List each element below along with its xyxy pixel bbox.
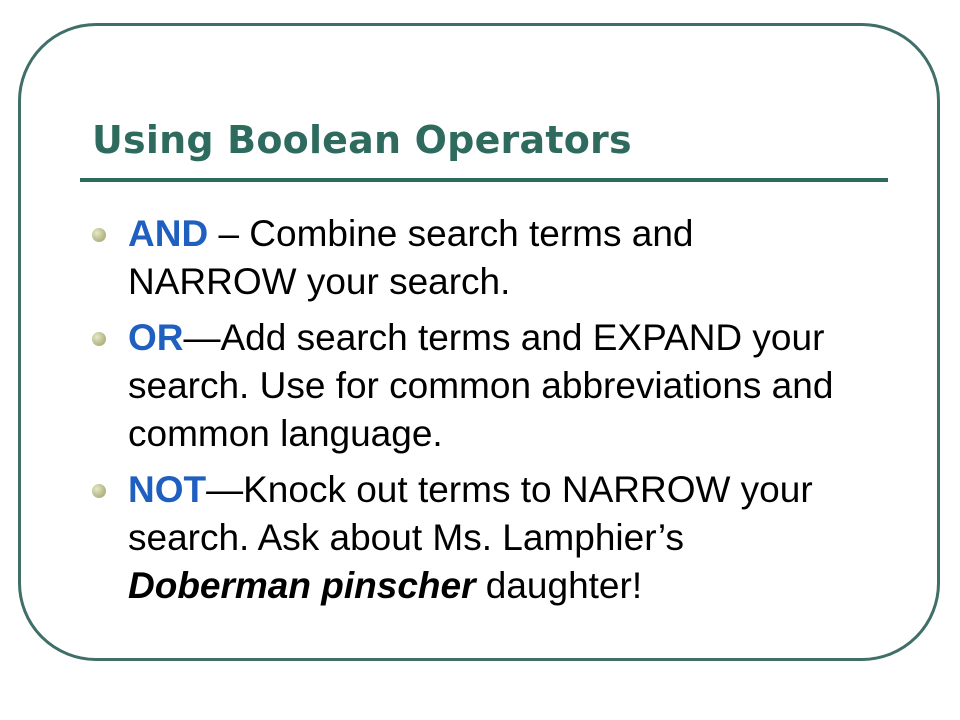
keyword-or: OR (128, 317, 184, 358)
bullet-and (92, 210, 872, 306)
bullet-text-end: daughter! (475, 565, 643, 606)
emphasis-text: Doberman pinscher (128, 565, 476, 606)
bullet-text: – Combine search terms and NARROW your search. (128, 213, 694, 302)
bullet-dot-icon (92, 228, 106, 242)
bullet-or (92, 314, 872, 458)
bullet-dot-icon (92, 484, 106, 498)
bullet-text: —Knock out terms to NARROW your search. Ask about Ms. Lamphier’s (128, 469, 813, 558)
keyword-and: AND (128, 213, 209, 254)
slide-title: Using Boolean Operators (92, 118, 632, 162)
bullet-not (92, 466, 872, 610)
title-underline (80, 178, 888, 182)
bullet-list (92, 210, 872, 618)
keyword-not: NOT (128, 469, 207, 510)
bullet-text: —Add search terms and EXPAND your search. Use for common abbreviations and common language. (128, 317, 834, 454)
bullet-dot-icon (92, 332, 106, 346)
